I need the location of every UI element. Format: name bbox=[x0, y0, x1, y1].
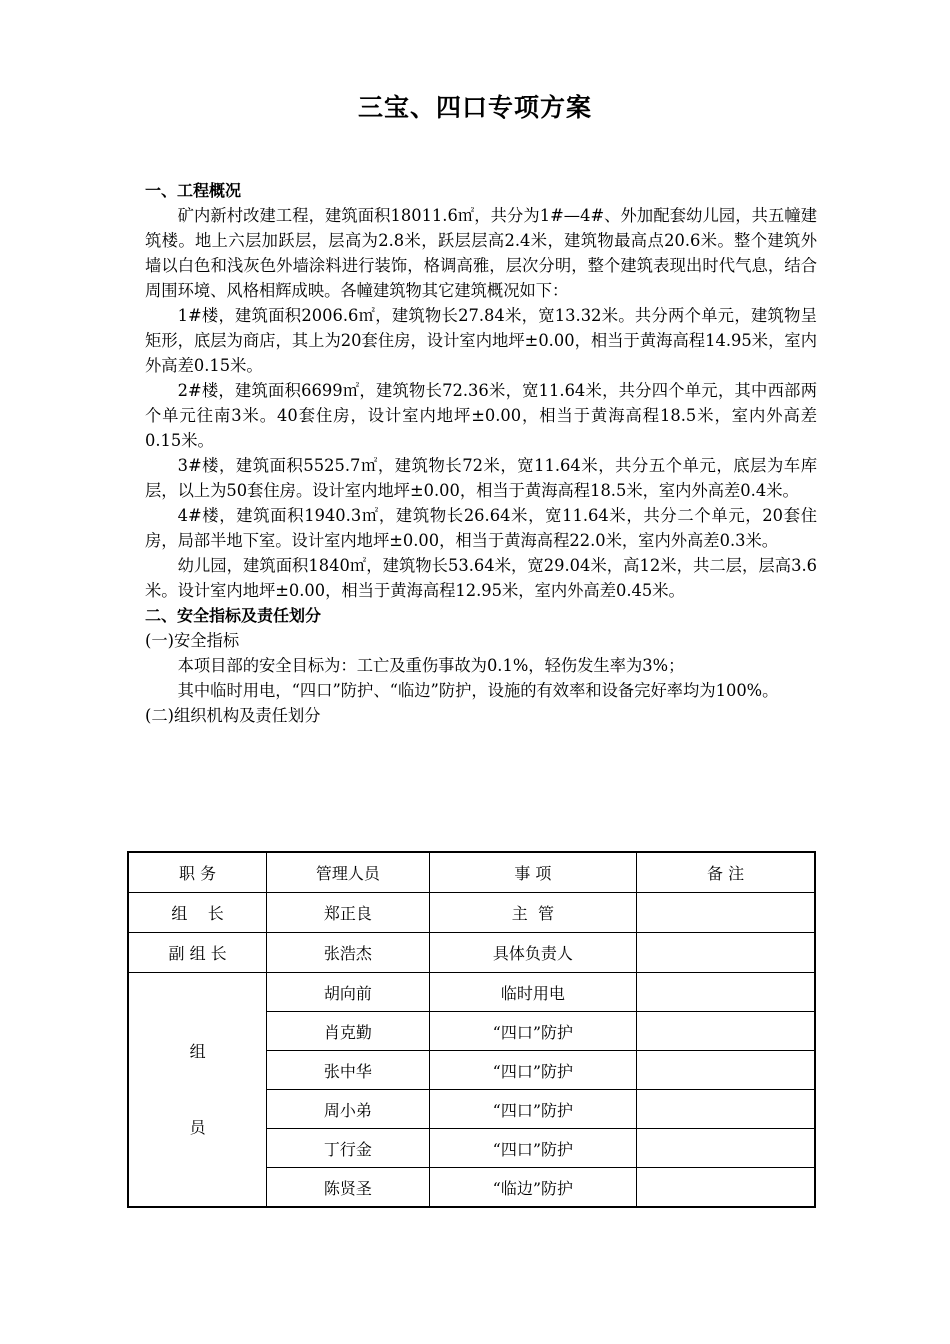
remark-cell bbox=[637, 1090, 815, 1129]
member-role-cell bbox=[128, 973, 267, 1208]
remark-cell bbox=[637, 973, 815, 1012]
header-cell: 事 项 bbox=[429, 852, 636, 893]
role-cell: 副 组 长 bbox=[128, 933, 267, 973]
table-header-row bbox=[128, 852, 815, 893]
name-cell: 张浩杰 bbox=[267, 933, 429, 973]
remark-cell bbox=[637, 1051, 815, 1090]
task-cell: “临边”防护 bbox=[429, 1168, 636, 1208]
header-cell: 备 注 bbox=[637, 852, 815, 893]
remark-cell bbox=[637, 1168, 815, 1208]
remark-cell bbox=[637, 1129, 815, 1168]
paragraph: 4#楼，建筑面积1940.3㎡，建筑物长26.64米，宽11.64米，共分二个单元，20套住房，局部半地下室。设计室内地坪±0.00，相当于黄海高程22.0米，室内外高差0.3米。 bbox=[145, 506, 817, 550]
task-cell: “四口”防护 bbox=[429, 1129, 636, 1168]
task-cell: 临时用电 bbox=[429, 973, 636, 1012]
remark-cell bbox=[637, 1012, 815, 1051]
table-row bbox=[128, 933, 815, 973]
paragraph: 本项目部的安全目标为：工亡及重伤事故为0.1%，轻伤发生率为3%； bbox=[177, 656, 685, 675]
remark-cell bbox=[637, 933, 815, 973]
name-cell: 丁行金 bbox=[267, 1129, 429, 1168]
task-cell: 具体负责人 bbox=[429, 933, 636, 973]
organization-table bbox=[127, 851, 816, 1208]
paragraph: 矿内新村改建工程，建筑面积18011.6㎡，共分为1#—4#、外加配套幼儿园，共五幢建筑楼。地上六层加跃层，层高为2.8米，跃层层高2.4米，建筑物最高点20.6米。整个建筑外墙以白色和浅灰色外墙涂料进行装饰，格调高雅，层次分明，整个建筑表现出时代气息，结合周围环境、风格相辉成映。各幢建筑物其它建筑概况如下： bbox=[145, 206, 817, 300]
header-cell: 管理人员 bbox=[267, 852, 429, 893]
section-heading: 一、工程概况 bbox=[145, 181, 242, 200]
task-cell: “四口”防护 bbox=[429, 1012, 636, 1051]
paragraph: 其中临时用电，“四口”防护、“临边”防护，设施的有效率和设备完好率均为100%。 bbox=[177, 681, 779, 700]
table-row bbox=[128, 893, 815, 933]
name-cell: 陈贤圣 bbox=[267, 1168, 429, 1208]
name-cell: 张中华 bbox=[267, 1051, 429, 1090]
member-role-label: 组 bbox=[189, 1041, 206, 1061]
document-body bbox=[145, 178, 817, 728]
remark-cell bbox=[637, 893, 815, 933]
name-cell: 郑正良 bbox=[267, 893, 429, 933]
section-heading: 二、安全指标及责任划分 bbox=[145, 606, 322, 625]
task-cell: 主 管 bbox=[429, 893, 636, 933]
table-row bbox=[128, 973, 815, 1012]
paragraph: 幼儿园，建筑面积1840㎡，建筑物长53.64米，宽29.04米，高12米，共二层，层高3.6米。设计室内地坪±0.00，相当于黄海高程12.95米，室内外高差0.45米。 bbox=[145, 556, 817, 600]
document-title: 三宝、四口专项方案 bbox=[357, 93, 592, 122]
name-cell: 肖克勤 bbox=[267, 1012, 429, 1051]
subsection-heading: (一)安全指标 bbox=[145, 631, 240, 650]
name-cell: 胡向前 bbox=[267, 973, 429, 1012]
member-role-label: 员 bbox=[189, 1117, 206, 1137]
role-cell: 组 长 bbox=[128, 893, 267, 933]
header-cell: 职 务 bbox=[128, 852, 267, 893]
subsection-heading: (二)组织机构及责任划分 bbox=[145, 706, 321, 725]
paragraph: 2#楼，建筑面积6699㎡，建筑物长72.36米，宽11.64米，共分四个单元，其中西部两个单元往南3米。40套住房，设计室内地坪±0.00，相当于黄海高程18.5米，室内外高差0.15米。 bbox=[145, 381, 817, 450]
paragraph: 3#楼，建筑面积5525.7㎡，建筑物长72米，宽11.64米，共分五个单元，底层为车库层，以上为50套住房。设计室内地坪±0.00，相当于黄海高程18.5米，室内外高差0.4米。 bbox=[145, 456, 817, 500]
task-cell: “四口”防护 bbox=[429, 1090, 636, 1129]
name-cell: 周小弟 bbox=[267, 1090, 429, 1129]
task-cell: “四口”防护 bbox=[429, 1051, 636, 1090]
paragraph: 1#楼，建筑面积2006.6㎡，建筑物长27.84米，宽13.32米。共分两个单元，建筑物呈矩形，底层为商店，其上为20套住房，设计室内地坪±0.00，相当于黄海高程14.95米，室内外高差0.15米。 bbox=[145, 306, 817, 375]
